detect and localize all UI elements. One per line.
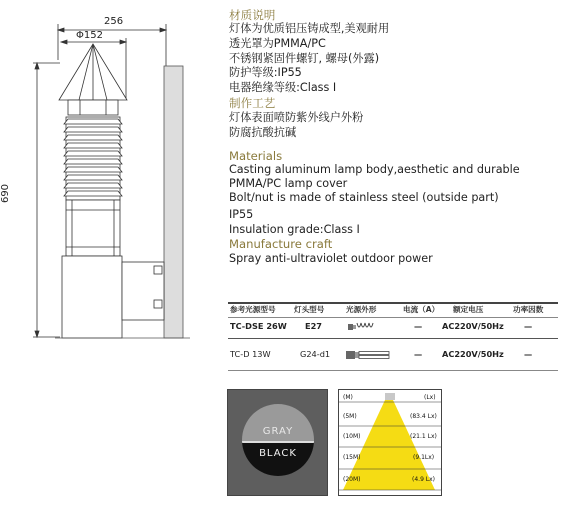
width-dim-label: 256 — [104, 16, 124, 27]
lux-head-right: (Lx) — [424, 394, 436, 401]
table-row — [228, 349, 558, 363]
materials-cn-line: 防护等级:IP55 — [229, 66, 302, 79]
table-header-cell: 参考光源型号 — [230, 305, 276, 314]
color-swatch-circle — [242, 404, 314, 476]
materials-en-line: IP55 — [229, 208, 254, 221]
materials-en-line: Insulation grade:Class I — [229, 223, 360, 236]
lux-row-value: (9.1Lx) — [413, 454, 435, 461]
table-header-row — [228, 304, 558, 318]
craft-cn-line: 灯体表面喷防紫外线户外粉 — [229, 111, 364, 124]
pl-tube-icon — [346, 350, 390, 360]
lux-row-value: (21.1 Lx) — [410, 433, 437, 440]
table-cell-model: TC-DSE 26W — [230, 321, 287, 331]
table-cell-pf: — — [524, 349, 533, 359]
black-label: BLACK — [259, 448, 297, 459]
table-header-cell: 灯头型号 — [294, 305, 325, 314]
louver-slat — [64, 175, 122, 180]
table-cell-voltage: AC220V/50Hz — [442, 349, 504, 359]
louver-slat — [64, 135, 122, 140]
gray-label: GRAY — [262, 426, 294, 437]
lux-row-value: (4.9 Lx) — [412, 476, 436, 483]
lamp-drawing-svg — [0, 0, 220, 360]
table-row — [228, 321, 558, 335]
color-options-box — [227, 389, 328, 496]
materials-en-line: Bolt/nut is made of stainless steel (outside part) — [229, 191, 499, 204]
lux-row-dist: (20M) — [343, 476, 361, 483]
lux-row-dist: (10M) — [343, 433, 361, 440]
louver-slat — [64, 167, 122, 172]
materials-cn-line: 灯体为优质铝压铸成型,美观耐用 — [229, 22, 390, 35]
materials-cn-line: 透光罩为PMMA/PC — [229, 37, 326, 50]
craft-cn-line: 防腐抗酸抗碱 — [229, 126, 297, 139]
louver-slat — [64, 127, 122, 132]
table-cell-model: TC-D 13W — [230, 349, 271, 359]
materials-cn-title: 材质说明 — [229, 8, 276, 22]
lux-row-dist: (5M) — [343, 413, 357, 420]
materials-cn-line: 电器绝缘等级:Class Ⅰ — [229, 81, 337, 94]
lamp-spec-table — [228, 304, 558, 363]
lux-row-value: (83.4 Lx) — [410, 413, 437, 420]
craft-cn-title: 制作工艺 — [229, 96, 276, 110]
table-cell-pf: — — [524, 321, 533, 331]
table-cell-current: — — [414, 349, 423, 359]
table-header-cell: 光源外形 — [346, 305, 377, 314]
materials-en-title: Materials — [229, 149, 283, 163]
lamp-cover — [66, 200, 120, 256]
lamp-source-icon — [385, 393, 395, 400]
table-cell-voltage: AC220V/50Hz — [442, 321, 504, 331]
table-cell-current: — — [414, 321, 423, 331]
louver-slat — [64, 143, 122, 148]
table-header-cell: 功率因数 — [513, 305, 544, 314]
table-cell-base: G24-d1 — [300, 349, 331, 359]
craft-en-title: Manufacture craft — [229, 237, 333, 251]
technical-drawing — [0, 0, 220, 360]
louver-slat — [64, 119, 122, 124]
lux-row-dist: (15M) — [343, 454, 361, 461]
illuminance-diagram — [338, 389, 442, 496]
wall-plate — [164, 66, 183, 338]
craft-en-line: Spray anti-ultraviolet outdoor power — [229, 252, 433, 265]
louver-slat — [64, 183, 122, 188]
materials-cn-line: 不锈钢紧固件螺钉, 螺母(外露) — [229, 52, 380, 65]
lux-head-left: (M) — [343, 394, 353, 401]
louver-slat — [64, 191, 122, 196]
table-header-cell: 额定电压 — [453, 305, 484, 314]
louver-slat — [64, 159, 122, 164]
diameter-dim-label: Φ152 — [76, 30, 103, 41]
spiral-cfl-icon — [348, 322, 374, 332]
materials-en-line: PMMA/PC lamp cover — [229, 177, 348, 190]
table-cell-base: E27 — [305, 321, 322, 331]
louver-slat — [64, 151, 122, 156]
lamp-base — [62, 256, 122, 338]
materials-en-line: Casting aluminum lamp body,aesthetic and durable — [229, 163, 520, 176]
height-dim-label: 690 — [0, 183, 12, 204]
table-header-cell: 电流（A） — [403, 305, 440, 314]
